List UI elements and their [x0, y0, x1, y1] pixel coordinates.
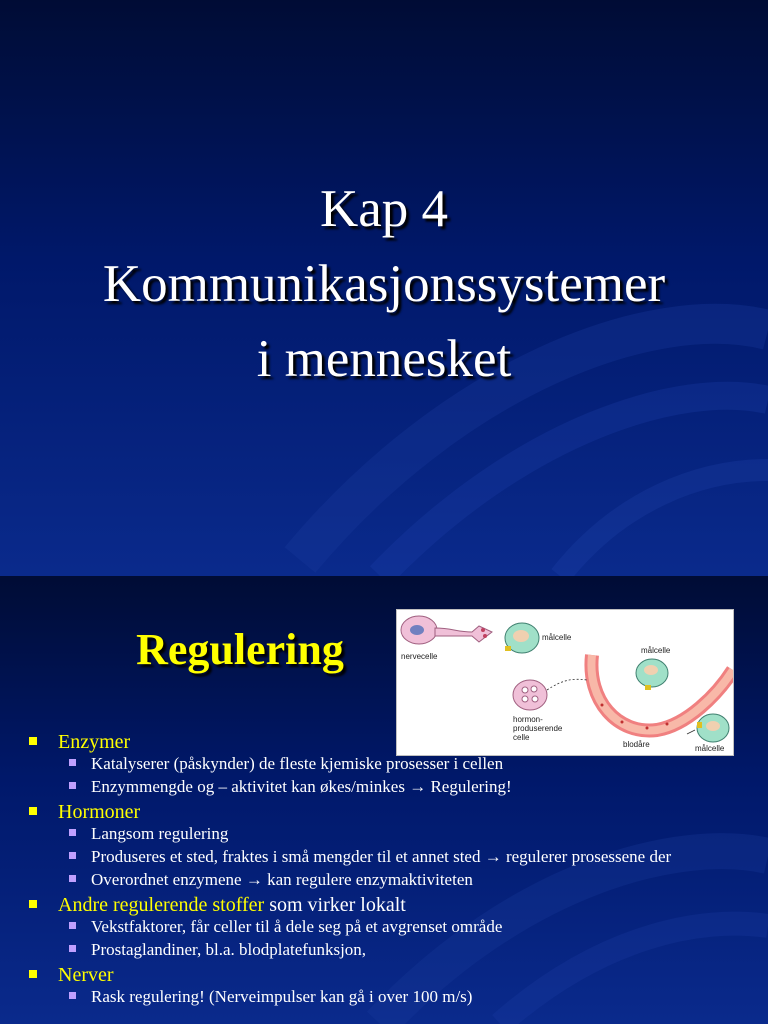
- square-bullet-icon: [69, 782, 76, 789]
- sub-bullet: [0, 754, 768, 773]
- square-bullet-icon: [29, 900, 37, 908]
- sub-bullet: [0, 847, 768, 866]
- sub-bullet-text: Overordnet enzymene → kan regulere enzymaktiviteten: [91, 870, 473, 889]
- label-nervecelle: nervecelle: [401, 652, 438, 661]
- sub-bullet-text: Vekstfaktorer, får celler til å dele seg på et avgrenset område: [91, 917, 503, 936]
- bullet-list: [0, 730, 768, 1010]
- slide-title: [0, 172, 768, 397]
- sub-bullet-text: Langsom regulering: [91, 824, 229, 843]
- bullet-heading: Nerver: [58, 964, 114, 986]
- sub-bullet: [0, 870, 768, 889]
- label-malcelle-2: målcelle: [641, 646, 671, 655]
- square-bullet-icon: [29, 737, 37, 745]
- slide-title-line-1: Kap 4: [319, 180, 449, 238]
- hormone-cell-icon: [513, 680, 547, 710]
- square-bullet-icon: [69, 875, 76, 882]
- label-malcelle-3: målcelle: [695, 744, 725, 753]
- sub-bullet: [0, 824, 768, 843]
- sub-bullet-text: Produseres et sted, fraktes i små mengder til et annet sted → regulerer prosessene der: [91, 847, 672, 866]
- slide-title-line-2: Kommunikasjonssystemer: [102, 255, 666, 313]
- label-blodare: blodåre: [623, 740, 650, 749]
- square-bullet-icon: [69, 922, 76, 929]
- sub-bullet-text: Katalyserer (påskynder) de fleste kjemiske prosesser i cellen: [91, 754, 504, 773]
- label-malcelle-1: målcelle: [542, 633, 572, 642]
- sub-bullet-text: Enzymmengde og – aktivitet kan økes/minkes → Regulering!: [91, 777, 512, 796]
- bullet-heading: Hormoner: [58, 801, 141, 823]
- square-bullet-icon: [69, 829, 76, 836]
- bullet-enzymer: [0, 730, 768, 754]
- square-bullet-icon: [29, 970, 37, 978]
- bullet-andre-regulerende-stoffer: [0, 893, 768, 917]
- sub-bullet-text: Rask regulering! (Nerveimpulser kan gå i over 100 m/s): [91, 987, 473, 1006]
- bullet-hormoner: [0, 800, 768, 824]
- sub-bullet: [0, 940, 768, 959]
- sub-bullet: [0, 917, 768, 936]
- section-title: Regulering: [136, 625, 344, 674]
- slide-title-line-3: i mennesket: [256, 330, 512, 388]
- sub-bullet: [0, 777, 768, 796]
- sub-bullet-text: Prostaglandiner, bl.a. blodplatefunksjon,: [91, 940, 367, 959]
- bullet-heading: Andre regulerende stoffer: [58, 894, 265, 916]
- label-hormon-2: produserende: [513, 724, 563, 733]
- square-bullet-icon: [29, 807, 37, 815]
- bullet-heading: Enzymer: [58, 731, 131, 753]
- square-bullet-icon: [69, 852, 76, 859]
- bullet-heading-suffix: som virker lokalt: [264, 894, 406, 916]
- bullet-nerver: [0, 963, 768, 987]
- square-bullet-icon: [69, 945, 76, 952]
- nerve-cell-nucleus-icon: [410, 625, 424, 635]
- square-bullet-icon: [69, 992, 76, 999]
- label-hormon-3: celle: [513, 733, 530, 742]
- label-hormon-1: hormon-: [513, 715, 543, 724]
- sub-bullet: [0, 987, 768, 1006]
- square-bullet-icon: [69, 759, 76, 766]
